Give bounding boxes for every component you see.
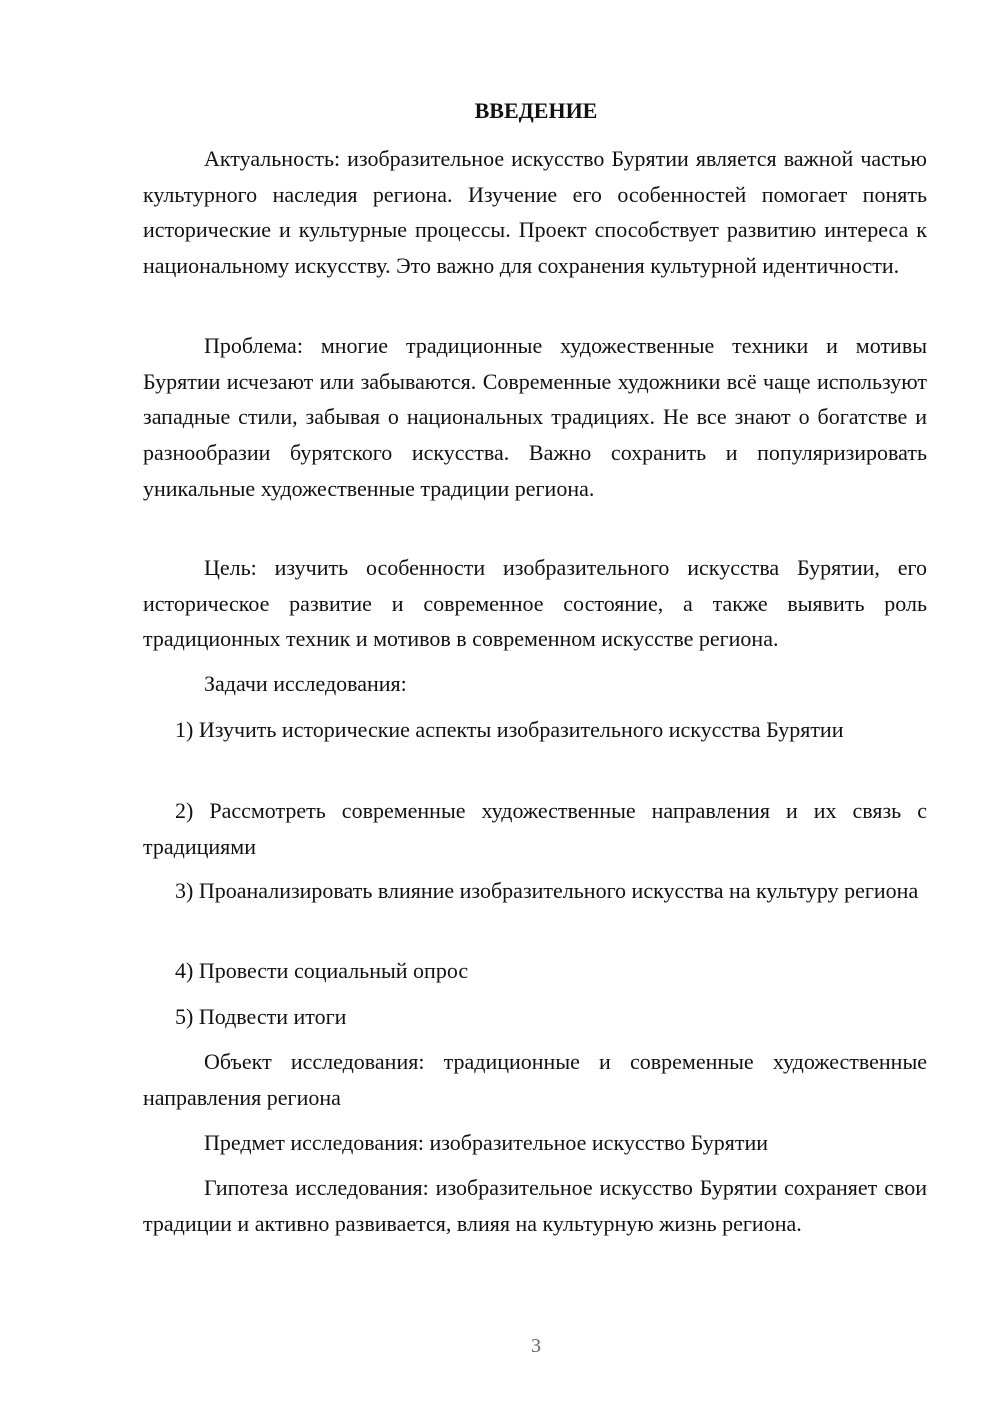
relevance-paragraph: Актуальность: изобразительное искусство Бурятии является важной частью культурного наследия региона. Изучение его особенностей помогает понять исторические и культурные процессы. Проект способствует развитию интереса к национальному искусству. Это важно для сохранения культурной идентичности.: [143, 146, 927, 279]
task-item-5: 5) Подвести итоги: [175, 1004, 347, 1029]
subject-paragraph: Предмет исследования: изобразительное искусство Бурятии: [204, 1130, 769, 1155]
task-item-2: 2) Рассмотреть современные художественные направления и их связь с традициями: [143, 798, 927, 859]
task-item-4: 4) Провести социальный опрос: [175, 958, 469, 983]
object-paragraph: Объект исследования: традиционные и современные художественные направления региона: [143, 1049, 927, 1110]
section-heading: ВВЕДЕНИЕ: [474, 98, 598, 123]
page-number: 3: [531, 1335, 541, 1357]
tasks-heading: Задачи исследования:: [204, 671, 407, 696]
problem-paragraph: Проблема: многие традиционные художественные техники и мотивы Бурятии исчезают или забываются. Современные художники всё чаще используют западные стили, забывая о национальных традициях. Не все знают о богатстве и разнообразии бурятского искусства. Важно сохранить и популяризировать уникальные художественные традиции региона.: [143, 333, 927, 501]
hypothesis-paragraph: Гипотеза исследования: изобразительное искусство Бурятии сохраняет свои традиции и активно развивается, влияя на культурную жизнь региона.: [143, 1175, 927, 1236]
task-item-3: 3) Проанализировать влияние изобразительного искусства на культуру региона: [175, 878, 919, 903]
goal-paragraph: Цель: изучить особенности изобразительного искусства Бурятии, его историческое развитие и современное состояние, а также выявить роль традиционных техник и мотивов в современном искусстве региона.: [143, 555, 927, 652]
task-item-1: 1) Изучить исторические аспекты изобразительного искусства Бурятии: [175, 717, 844, 742]
